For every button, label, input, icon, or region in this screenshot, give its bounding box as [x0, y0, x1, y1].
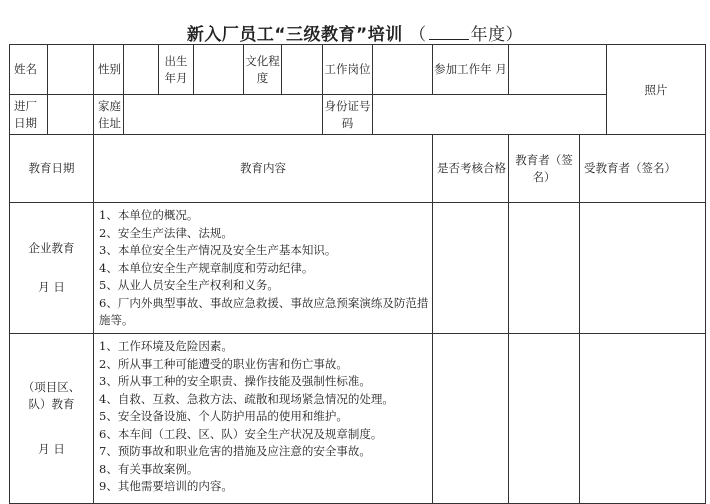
birth-field[interactable]	[194, 45, 244, 95]
address-label: 家庭住址	[94, 95, 124, 135]
section-date-label: 月 日	[38, 441, 65, 456]
col-header-content: 教育内容	[94, 135, 433, 203]
section-level-label: （项目区、队）教育	[22, 380, 81, 412]
section-workshop-pass-field[interactable]	[433, 334, 509, 504]
year-blank	[429, 25, 469, 40]
section-company-trainee-field[interactable]	[580, 203, 706, 334]
section-company-date	[10, 203, 94, 334]
content-item: 1、工作环境及危险因素。	[99, 339, 233, 353]
col-header-trainee: 受教育者（签名）	[580, 135, 706, 203]
id-number-label: 身份证号 码	[323, 95, 373, 135]
content-item: 7、预防事故和职业危害的措施及应注意的安全事故。	[99, 444, 371, 458]
address-field[interactable]	[124, 95, 323, 135]
section-workshop-educator-field[interactable]	[509, 334, 580, 504]
photo-box: 照片	[607, 45, 706, 135]
position-label: 工作岗位	[323, 45, 373, 95]
content-item: 6、本车间（工段、区、队）安全生产状况及规章制度。	[99, 426, 383, 441]
title-year-suffix: 年度）	[470, 25, 524, 45]
content-item: 6、厂内外典型事故、事故应急救援、事故应急预案演练及防范措施等。	[99, 295, 429, 327]
col-header-date: 教育日期	[10, 135, 94, 203]
content-item: 2、安全生产法律、法规。	[99, 225, 233, 240]
education-field[interactable]	[282, 45, 323, 95]
section-company-content	[94, 203, 433, 334]
entry-date-field[interactable]	[48, 95, 94, 135]
name-field[interactable]	[48, 45, 94, 95]
education-label: 文化程度	[244, 45, 282, 95]
section-company-educator-field[interactable]	[509, 203, 580, 334]
position-field[interactable]	[373, 45, 433, 95]
content-item: 1、本单位的概况。	[99, 208, 199, 222]
content-item: 3、本单位安全生产情况及安全生产基本知识。	[99, 243, 337, 257]
join-date-field[interactable]	[509, 45, 607, 95]
content-item: 9、其他需要培训的内容。	[99, 479, 233, 493]
section-workshop-content	[94, 334, 433, 504]
content-item: 2、所从事工种可能遭受的职业伤害和伤亡事故。	[99, 356, 348, 371]
col-header-educator: 教育者（签名）	[509, 135, 580, 203]
join-date-label: 参加工作年 月	[433, 45, 509, 95]
title-main: 新入厂员工“三级教育”培训	[186, 25, 403, 45]
training-form-table	[9, 44, 706, 504]
title-open-paren: （	[409, 25, 427, 45]
id-number-field[interactable]	[373, 95, 607, 135]
content-item: 4、本单位安全生产规章制度和劳动纪律。	[99, 260, 314, 275]
gender-label: 性别	[94, 45, 124, 95]
section-workshop-date	[10, 334, 94, 504]
section-date-label: 月 日	[38, 280, 65, 294]
section-company-pass-field[interactable]	[433, 203, 509, 334]
content-item: 8、有关事故案例。	[99, 461, 199, 476]
section-workshop-trainee-field[interactable]	[580, 334, 706, 504]
content-item: 5、从业人员安全生产权利和义务。	[99, 278, 279, 292]
birth-label: 出生年月	[159, 45, 194, 95]
form-title	[0, 20, 710, 45]
name-label: 姓名	[10, 45, 48, 95]
content-item: 4、自救、互救、急救方法、疏散和现场紧急情况的处理。	[99, 391, 394, 406]
entry-date-label: 进厂日期	[10, 95, 48, 135]
col-header-pass: 是否考核合格	[433, 135, 509, 203]
content-item: 3、所从事工种的安全职责、操作技能及强制性标准。	[99, 374, 371, 388]
content-item: 5、安全设备设施、个人防护用品的使用和维护。	[99, 409, 348, 423]
gender-field[interactable]	[124, 45, 159, 95]
section-level-label: 企业教育	[28, 241, 75, 256]
